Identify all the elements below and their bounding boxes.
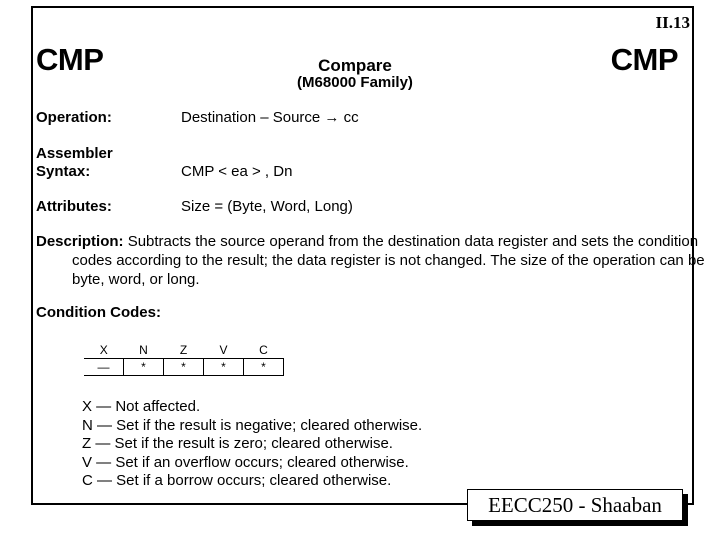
flag-description-c: C — Set if a borrow occurs; cleared otherwise. [82,472,392,489]
frame-left-border [31,6,33,504]
description-label: Description: [36,233,124,250]
frame-bottom-border [31,503,469,505]
description-text: Subtracts the source operand from the destination data register and sets the condition codes according to the result; the data register is not changed. The size of the operation can be byte, word, or long. [72,233,705,288]
cc-header-x: X [99,342,108,357]
flag-description-v: V — Set if an overflow occurs; cleared otherwise. [82,453,409,471]
cc-value-c: * [244,359,284,376]
cc-header-z: Z [179,342,188,357]
mnemonic-right: CMP [610,42,678,77]
cc-header-c: C [259,342,268,357]
cc-header-n: N [139,342,148,357]
cc-header-v: V [219,342,228,357]
flag-description-z: Z — Set if the result is zero; cleared otherwise. [82,435,393,452]
operation-value: Destination – Source → cc [181,109,359,126]
attributes-value: Size = (Byte, Word, Long) [181,198,353,215]
flag-description-n: N — Set if the result is negative; cleared otherwise. [82,416,423,434]
syntax-value: CMP < ea > , Dn [181,163,293,180]
operation-label: Operation: [36,109,112,126]
cc-value-v: * [204,359,244,376]
mnemonic-left: CMP [36,42,104,77]
condition-codes-value-row [84,359,284,376]
condition-codes-table [84,341,284,376]
description-paragraph [36,232,720,289]
instruction-subtitle: (M68000 Family) [297,74,413,91]
condition-codes-header-row [84,341,284,359]
flag-descriptions [82,398,422,491]
attributes-label: Attributes: [36,198,112,215]
footer-box [467,489,683,521]
flag-description-x: X — Not affected. [82,398,201,415]
cc-value-n: * [124,359,164,376]
page-number: II.13 [655,13,690,32]
cc-value-x: — [84,359,124,376]
syntax-label: Syntax: [36,163,91,180]
footer-text: EECC250 - Shaaban [488,493,662,517]
frame-top-border [31,6,693,8]
condition-codes-label: Condition Codes: [36,304,161,321]
cc-value-z: * [164,359,204,376]
assembler-label: Assembler [36,145,113,162]
instruction-title: Compare [318,56,392,75]
